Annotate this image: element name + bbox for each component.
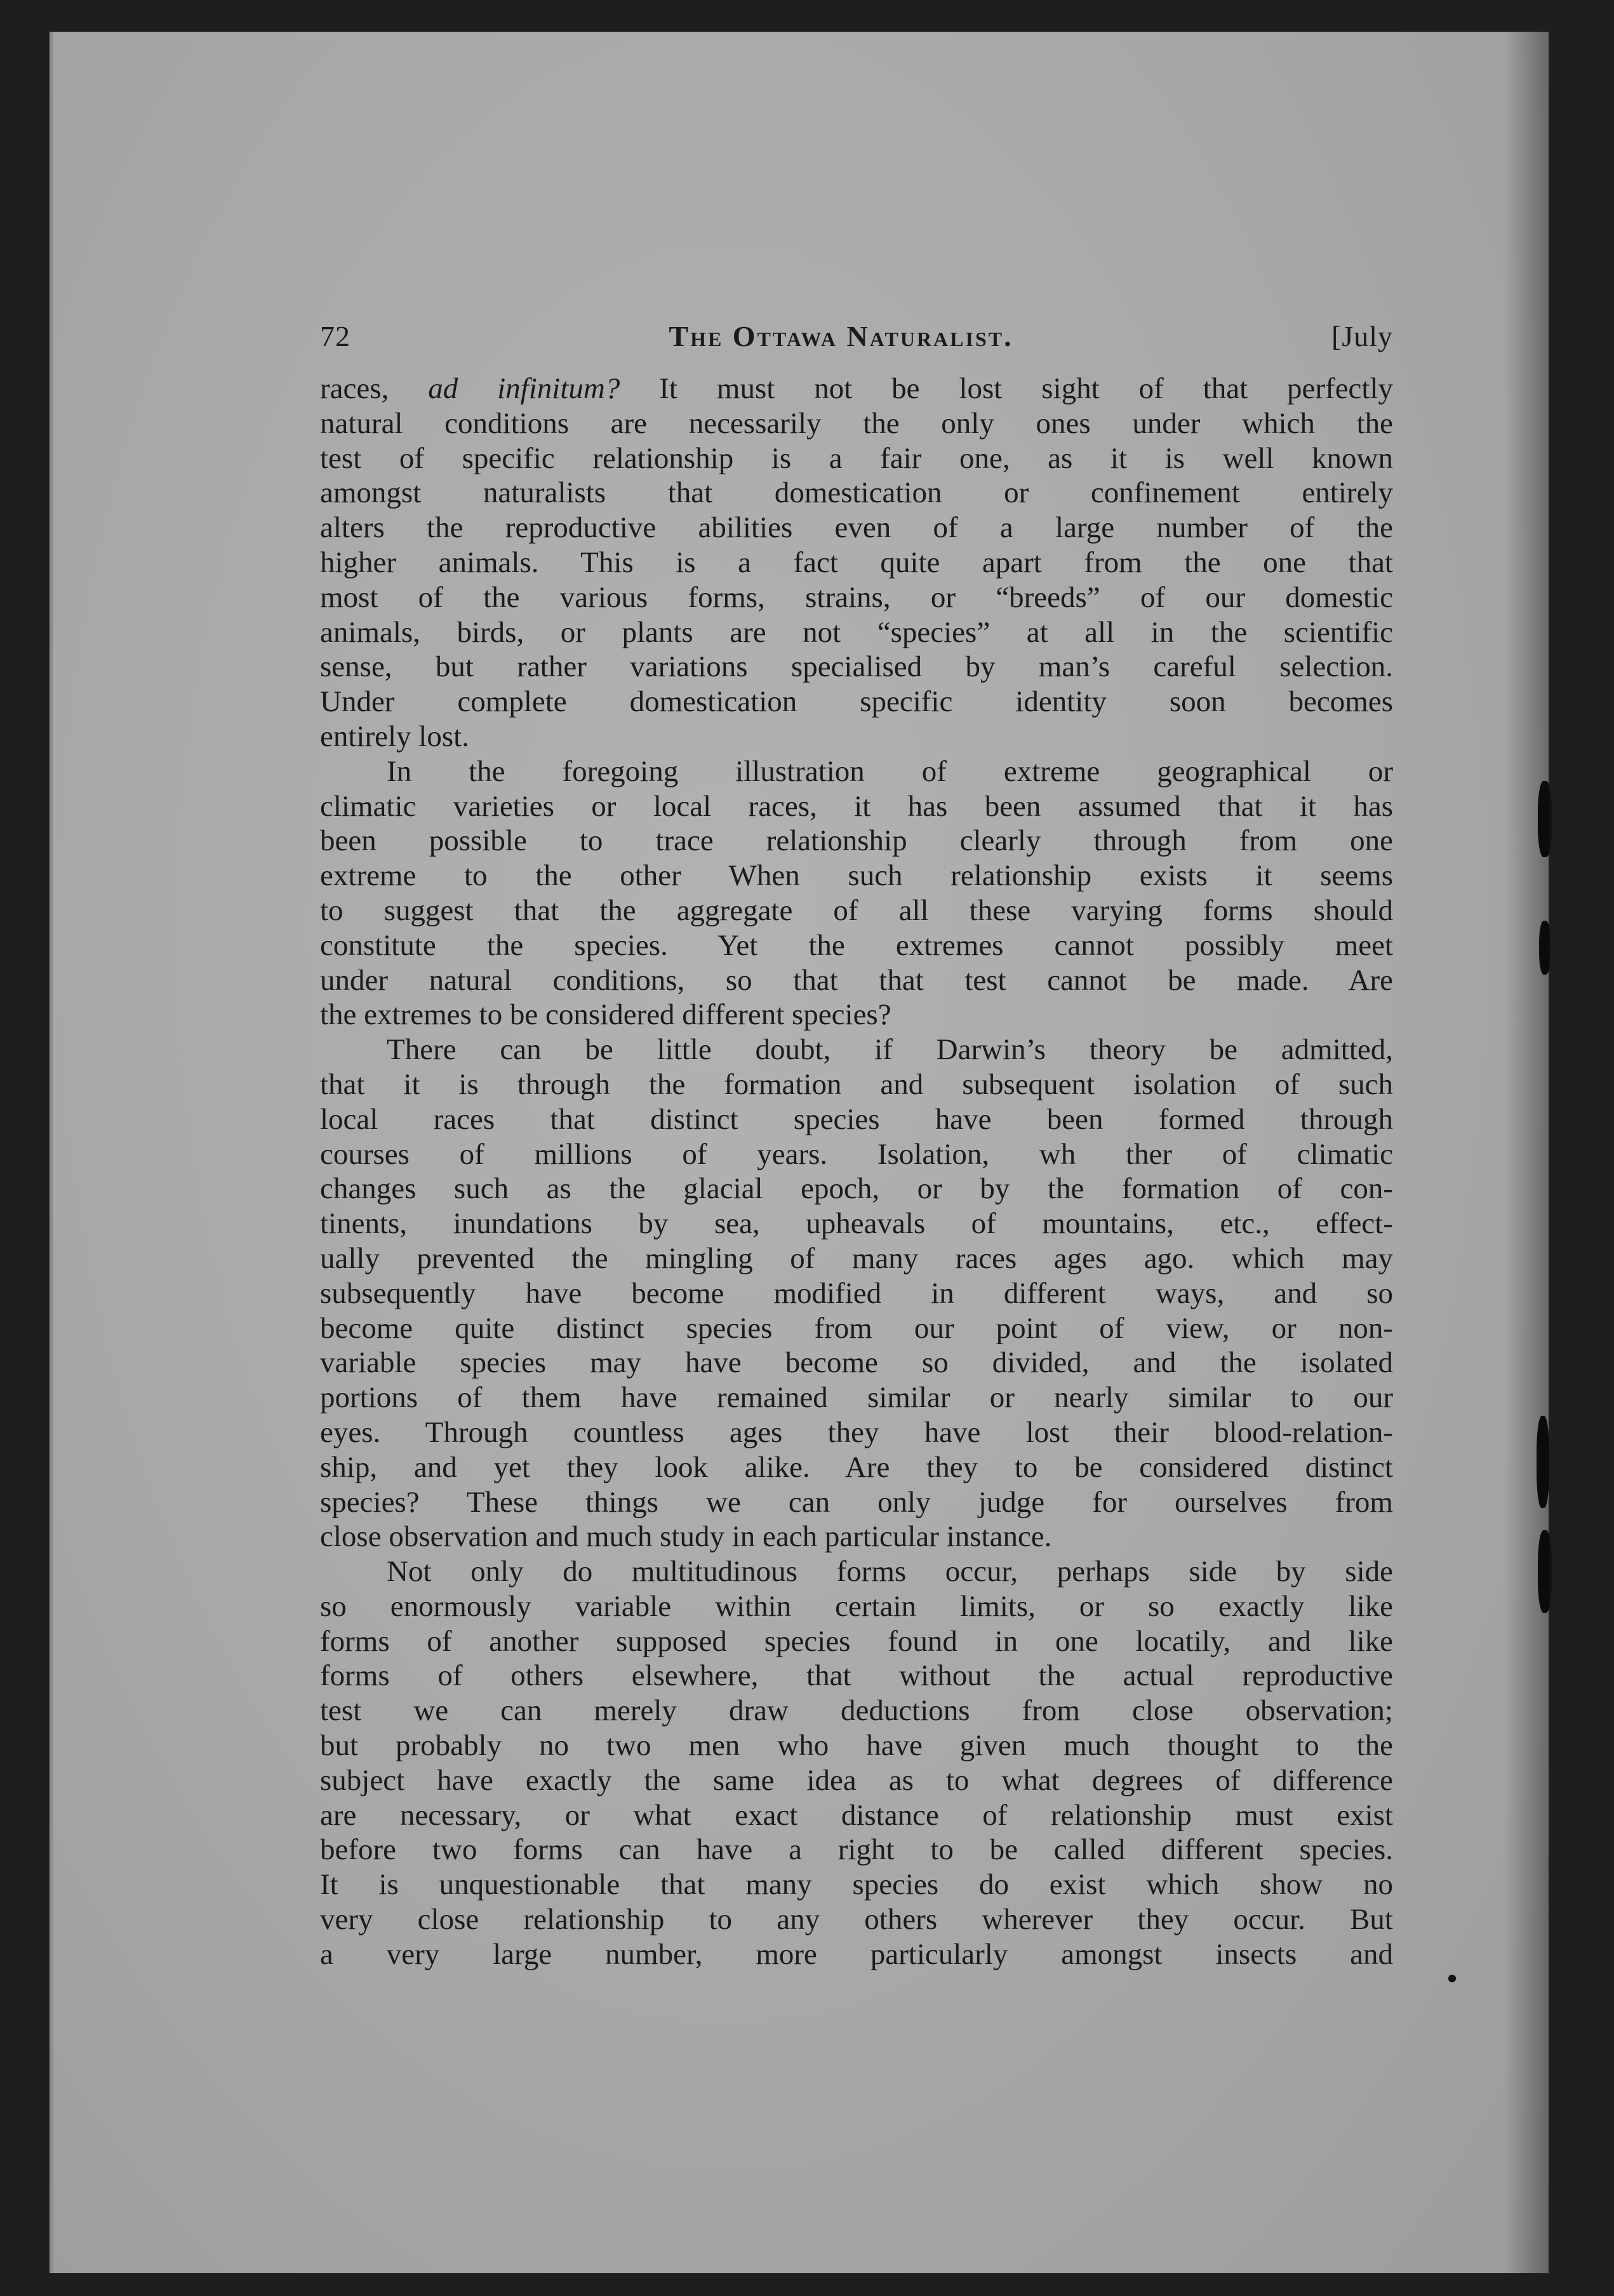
text-line: Under complete domestication specific identity soon becomes	[320, 685, 1393, 719]
margin-mark	[1538, 1530, 1552, 1613]
text-line: variable species may have become so divided, and the isolated	[320, 1346, 1393, 1380]
page-number: 72	[320, 320, 350, 352]
text-line: a very large number, more particularly amongst insects and	[320, 1937, 1393, 1971]
text-line: close observation and much study in each particular instance.	[320, 1520, 1052, 1554]
text-line: under natural conditions, so that that test cannot be made. Are	[320, 963, 1393, 997]
text-line: higher animals. This is a fact quite apart from the one that	[320, 545, 1393, 579]
text-line: animals, birds, or plants are not “species” at all in the scientific	[320, 615, 1393, 649]
text-line: forms of others elsewhere, that without the actual reproductive	[320, 1659, 1393, 1693]
margin-mark	[1448, 1975, 1456, 1982]
text-line: races, ad infinitum? It must not be lost sight of that perfectly	[320, 372, 1394, 405]
text-line: subject have exactly the same idea as to what degrees of difference	[320, 1763, 1393, 1797]
book-page	[50, 32, 1549, 2273]
text-line: subsequently have become modified in different ways, and so	[320, 1276, 1393, 1310]
text-line: Not only do multitudinous forms occur, perhaps side by side	[387, 1555, 1393, 1589]
text-line: that it is through the formation and subsequent isolation of such	[320, 1067, 1393, 1101]
text-line: sense, but rather variations specialised by man’s careful selection.	[320, 650, 1393, 684]
journal-title: The Ottawa Naturalist.	[669, 320, 1013, 352]
text-line: constitute the species. Yet the extremes cannot possibly meet	[320, 928, 1393, 962]
text-line: climatic varieties or local races, it has been assumed that it has	[320, 789, 1393, 823]
text-line: before two forms can have a right to be called different species.	[320, 1833, 1393, 1867]
text-line: local races that distinct species have been formed through	[320, 1102, 1393, 1136]
page-text	[320, 317, 1393, 1972]
latin-phrase: ad infinitum?	[428, 372, 620, 405]
text-line: tinents, inundations by sea, upheavals of mountains, etc., effect-	[320, 1207, 1393, 1241]
margin-mark	[1537, 1416, 1549, 1508]
text-line: There can be little doubt, if Darwin’s theory be admitted,	[387, 1033, 1393, 1067]
text-line: test we can merely draw deductions from close observation;	[320, 1694, 1393, 1728]
text-line: been possible to trace relationship clearly through from one	[320, 824, 1393, 858]
text-line: are necessary, or what exact distance of relationship must exist	[320, 1798, 1393, 1832]
text-line: In the foregoing illustration of extreme geographical or	[387, 754, 1393, 788]
text-line: portions of them have remained similar or nearly similar to our	[320, 1381, 1393, 1415]
margin-mark	[1539, 921, 1551, 975]
text-line: changes such as the glacial epoch, or by the formation of con-	[320, 1172, 1393, 1206]
text-line: to suggest that the aggregate of all these varying forms should	[320, 893, 1393, 927]
text-line: become quite distinct species from our point of view, or non-	[320, 1311, 1393, 1345]
text-line: test of specific relationship is a fair one, as it is well known	[320, 441, 1393, 475]
text-line: amongst naturalists that domestication or confinement entirely	[320, 476, 1393, 510]
text-line: very close relationship to any others wherever they occur. But	[320, 1903, 1393, 1937]
text-line: most of the various forms, strains, or “breeds” of our domestic	[320, 580, 1393, 614]
text-line: but probably no two men who have given much thought to the	[320, 1729, 1393, 1763]
margin-mark	[1538, 781, 1552, 857]
text-line: natural conditions are necessarily the only ones under which the	[320, 406, 1393, 440]
text-line: ship, and yet they look alike. Are they to be considered distinct	[320, 1450, 1393, 1484]
text-line: species? These things we can only judge for ourselves from	[320, 1485, 1393, 1519]
text-line: courses of millions of years. Isolation, wh ther of climatic	[320, 1137, 1393, 1171]
text-line: forms of another supposed species found in one locatily, and like	[320, 1624, 1393, 1658]
text-line: the extremes to be considered different species?	[320, 998, 891, 1032]
text-line: eyes. Through countless ages they have lost their blood-relation-	[320, 1415, 1393, 1449]
text-line: entirely lost.	[320, 719, 469, 753]
text-line: so enormously variable within certain limits, or so exactly like	[320, 1589, 1393, 1623]
issue-month: [July	[1331, 320, 1393, 352]
running-head	[320, 317, 1393, 371]
text-line: alters the reproductive abilities even of a large number of the	[320, 511, 1393, 545]
text-line: extreme to the other When such relationship exists it seems	[320, 859, 1393, 893]
text-line: ually prevented the mingling of many races ages ago. which may	[320, 1241, 1393, 1275]
text-line: It is unquestionable that many species do exist which show no	[320, 1868, 1393, 1902]
